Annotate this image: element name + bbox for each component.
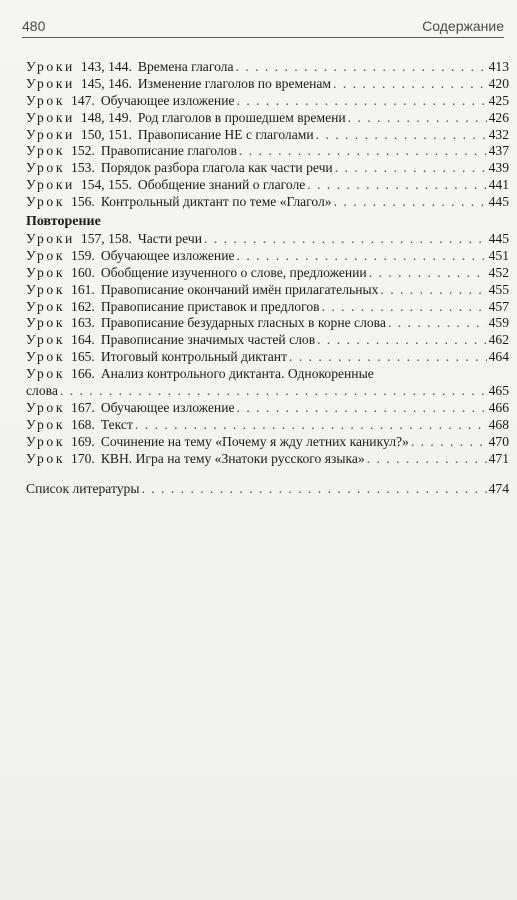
entry-page: 474	[488, 481, 509, 497]
entry-page: 470	[488, 433, 509, 449]
entry-prefix: Уроки	[26, 109, 75, 125]
page-number: 480	[22, 18, 46, 34]
toc-entry	[26, 110, 509, 127]
entry-prefix: Урок	[26, 315, 66, 331]
entry-number: 169.	[71, 433, 95, 449]
entry-page: 471	[488, 450, 509, 466]
entry-number: 152.	[71, 143, 95, 159]
entry-number: 148, 149.	[80, 109, 132, 125]
toc-entry	[26, 160, 509, 177]
dot-leader	[239, 143, 487, 160]
entry-prefix: Уроки	[26, 126, 75, 142]
dot-leader	[388, 315, 487, 332]
toc-entry	[26, 59, 509, 76]
toc-entry	[26, 434, 509, 451]
entry-number: 143, 144.	[80, 59, 132, 74]
entry-page: 459	[488, 315, 509, 331]
entry-prefix: Урок	[26, 349, 66, 365]
toc-entry	[26, 315, 509, 332]
dot-leader	[237, 93, 487, 110]
entry-title: Времена глагола	[137, 59, 234, 74]
entry-title: Порядок разбора глагола как части речи	[100, 160, 333, 176]
dot-leader	[411, 434, 487, 451]
entry-number: 166.	[71, 366, 95, 382]
entry-page: 441	[488, 177, 509, 193]
entry-title: КВН. Игра на тему «Знатоки русского языка»	[100, 450, 365, 466]
dot-leader	[367, 451, 487, 468]
entry-number: 161.	[71, 281, 95, 297]
entry-title: Изменение глаголов по временам	[137, 75, 332, 91]
entry-number: 157, 158.	[80, 231, 132, 247]
entry-number: 165.	[71, 349, 95, 365]
entry-page: 462	[488, 332, 509, 348]
entry-prefix: Уроки	[26, 177, 75, 193]
toc-entry	[26, 248, 509, 265]
entry-title: Контрольный диктант по теме «Глагол»	[100, 194, 332, 210]
entry-page: 413	[488, 59, 509, 74]
entry-page: 426	[488, 109, 509, 125]
entry-prefix: Урок	[26, 247, 66, 263]
entry-number: 145, 146.	[80, 75, 132, 91]
entry-page: 452	[488, 264, 509, 280]
table-of-contents	[26, 59, 509, 498]
dot-leader	[333, 76, 487, 93]
entry-title: Сочинение на тему «Почему я жду летних каникул?»	[100, 433, 409, 449]
entry-title: Обучающее изложение	[100, 247, 235, 263]
dot-leader	[316, 127, 487, 144]
dot-leader	[204, 231, 487, 248]
entry-page: 425	[488, 92, 509, 108]
toc-entry	[26, 299, 509, 316]
entry-page: 457	[488, 298, 509, 314]
entry-number: 159.	[71, 247, 95, 263]
entry-prefix: Урок	[26, 264, 66, 280]
entry-prefix: Уроки	[26, 59, 75, 74]
entry-prefix: Урок	[26, 298, 66, 314]
entry-title: Правописание НЕ с глаголами	[137, 126, 314, 142]
entry-prefix: Урок	[26, 450, 66, 466]
toc-entry	[26, 282, 509, 299]
dot-leader	[307, 177, 486, 194]
entry-number: 153.	[71, 160, 95, 176]
section-title: Содержание	[422, 18, 504, 34]
toc-entry	[26, 417, 509, 434]
entry-page: 432	[488, 126, 509, 142]
toc-entry	[26, 349, 509, 366]
entry-title: Обучающее изложение	[100, 92, 235, 108]
dot-leader	[317, 332, 486, 349]
literature-title: Список литературы	[26, 481, 140, 497]
entry-number: 162.	[71, 298, 95, 314]
dot-leader	[135, 417, 487, 434]
entry-number: 160.	[71, 264, 95, 280]
dot-leader	[289, 349, 487, 366]
entry-page: 420	[488, 75, 509, 91]
entry-title: Обобщение знаний о глаголе	[137, 177, 306, 193]
toc-entry	[26, 265, 509, 282]
entry-title: Род глаголов в прошедшем времени	[137, 109, 346, 125]
entry-title: Итоговый контрольный диктант	[100, 349, 288, 365]
toc-entry	[26, 93, 509, 110]
entry-number: 156.	[71, 194, 95, 210]
entry-prefix: Урок	[26, 160, 66, 176]
dot-leader	[237, 248, 487, 265]
entry-page: 451	[488, 247, 509, 263]
entry-prefix: Урок	[26, 143, 66, 159]
entry-page: 445	[488, 194, 509, 210]
entry-title: Правописание значимых частей слов	[100, 332, 316, 348]
dot-leader	[380, 282, 486, 299]
dot-leader	[348, 110, 487, 127]
dot-leader	[60, 383, 487, 400]
running-header	[22, 17, 504, 38]
toc-entry	[26, 400, 509, 417]
entry-title: Анализ контрольного диктанта. Однокоренные	[100, 366, 374, 382]
dot-leader	[322, 299, 487, 316]
section-heading: Повторение	[26, 214, 101, 230]
spacer	[26, 467, 509, 481]
entry-title: Правописание безударных гласных в корне слова	[100, 315, 386, 331]
toc-entry	[26, 177, 509, 194]
entry-title: Обучающее изложение	[100, 399, 235, 415]
entry-title: Правописание приставок и предлогов	[100, 298, 320, 314]
entry-number: 168.	[71, 416, 95, 432]
toc-entry	[26, 76, 509, 93]
entry-page: 445	[488, 231, 509, 247]
entry-prefix: Урок	[26, 281, 66, 297]
entry-prefix: Уроки	[26, 231, 75, 247]
entry-number: 154, 155.	[80, 177, 132, 193]
dot-leader	[334, 194, 487, 211]
entry-prefix: Урок	[26, 416, 66, 432]
entry-page: 455	[488, 281, 509, 297]
dot-leader	[335, 160, 487, 177]
entry-number: 164.	[71, 332, 95, 348]
entry-number: 167.	[71, 399, 95, 415]
entry-number: 147.	[71, 92, 95, 108]
dot-leader	[236, 59, 487, 76]
entry-page: 439	[488, 160, 509, 176]
toc-entry	[26, 451, 509, 468]
toc-entry	[26, 231, 509, 248]
toc-entry	[26, 143, 509, 160]
entry-prefix: Урок	[26, 399, 66, 415]
toc-entry-literature	[26, 481, 509, 498]
entry-page: 437	[488, 143, 509, 159]
entry-page: 466	[488, 399, 509, 415]
entry-prefix: Уроки	[26, 75, 75, 91]
dot-leader	[369, 265, 487, 282]
entry-page: 464	[488, 349, 509, 365]
toc-entry-continuation	[26, 383, 509, 400]
entry-prefix: Урок	[26, 366, 66, 382]
entry-prefix: Урок	[26, 194, 66, 210]
entry-title: Правописание глаголов	[100, 143, 237, 159]
dot-leader	[141, 481, 486, 498]
entry-prefix: Урок	[26, 92, 66, 108]
entry-page: 465	[488, 383, 509, 399]
entry-prefix: Урок	[26, 433, 66, 449]
entry-prefix: Урок	[26, 332, 66, 348]
entry-title: Правописание окончаний имён прилагательных	[100, 281, 379, 297]
entry-number: 170.	[71, 450, 95, 466]
entry-title-continuation: слова	[26, 383, 58, 399]
entry-page: 468	[488, 416, 509, 432]
toc-entry	[26, 194, 509, 211]
entry-title: Обобщение изученного о слове, предложении	[100, 264, 367, 280]
entry-title: Текст	[100, 416, 133, 432]
entry-title: Части речи	[137, 231, 203, 247]
toc-entry	[26, 366, 509, 383]
toc-entry	[26, 332, 509, 349]
entry-number: 150, 151.	[80, 126, 132, 142]
dot-leader	[237, 400, 487, 417]
entry-number: 163.	[71, 315, 95, 331]
toc-entry	[26, 127, 509, 144]
